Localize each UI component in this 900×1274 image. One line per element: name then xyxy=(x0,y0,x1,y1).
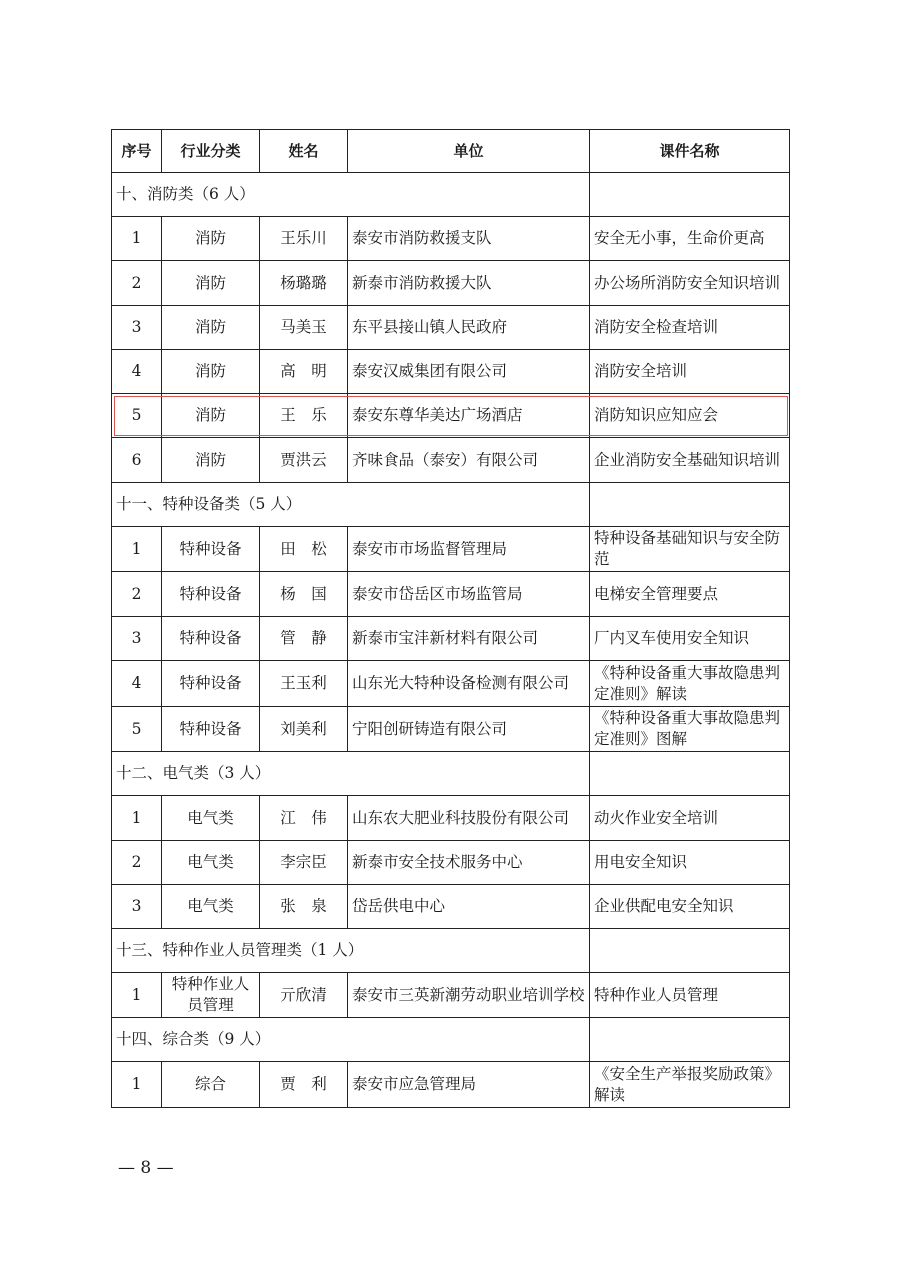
header-course: 课件名称 xyxy=(590,130,790,173)
cell-category: 消防 xyxy=(162,261,260,306)
table-row xyxy=(112,661,790,707)
table-row xyxy=(112,617,790,661)
cell-no: 2 xyxy=(112,572,162,617)
section-row xyxy=(112,1018,790,1062)
cell-category: 特种设备 xyxy=(162,661,260,707)
cell-name: 江 伟 xyxy=(260,796,348,841)
cell-no: 5 xyxy=(112,707,162,752)
header-name: 姓名 xyxy=(260,130,348,173)
table-row xyxy=(112,973,790,1018)
cell-name: 亓欣清 xyxy=(260,973,348,1018)
cell-name: 田 松 xyxy=(260,527,348,572)
cell-no: 4 xyxy=(112,350,162,394)
cell-unit: 泰安市消防救援支队 xyxy=(348,217,590,261)
cell-category: 特种设备 xyxy=(162,707,260,752)
cell-category: 消防 xyxy=(162,438,260,483)
cell-name: 杨 国 xyxy=(260,572,348,617)
header-category: 行业分类 xyxy=(162,130,260,173)
cell-name: 杨璐璐 xyxy=(260,261,348,306)
cell-unit: 齐味食品（泰安）有限公司 xyxy=(348,438,590,483)
cell-unit: 山东光大特种设备检测有限公司 xyxy=(348,661,590,707)
table-row xyxy=(112,707,790,752)
cell-name: 李宗臣 xyxy=(260,841,348,885)
cell-no: 2 xyxy=(112,841,162,885)
cell-course: 用电安全知识 xyxy=(590,841,790,885)
cell-no: 2 xyxy=(112,261,162,306)
table-row-highlighted xyxy=(112,394,790,438)
cell-no: 1 xyxy=(112,527,162,572)
cell-course: 厂内叉车使用安全知识 xyxy=(590,617,790,661)
page-number: — 8 — xyxy=(118,1158,174,1178)
table-row xyxy=(112,306,790,350)
cell-name: 王 乐 xyxy=(260,394,348,438)
table-row xyxy=(112,217,790,261)
cell-course: 办公场所消防安全知识培训 xyxy=(590,261,790,306)
cell-no: 1 xyxy=(112,796,162,841)
cell-course: 特种作业人员管理 xyxy=(590,973,790,1018)
table-row xyxy=(112,438,790,483)
personnel-table xyxy=(111,129,790,1108)
section-title: 十四、综合类（9 人） xyxy=(112,1018,590,1062)
cell-course: 特种设备基础知识与安全防范 xyxy=(590,527,790,572)
table-row xyxy=(112,527,790,572)
section-empty-cell xyxy=(590,483,790,527)
cell-unit: 泰安市市场监督管理局 xyxy=(348,527,590,572)
cell-category: 消防 xyxy=(162,217,260,261)
cell-no: 1 xyxy=(112,1062,162,1108)
section-empty-cell xyxy=(590,173,790,217)
cell-course: 企业消防安全基础知识培训 xyxy=(590,438,790,483)
cell-name: 张 泉 xyxy=(260,885,348,929)
cell-name: 马美玉 xyxy=(260,306,348,350)
cell-name: 贾 利 xyxy=(260,1062,348,1108)
section-empty-cell xyxy=(590,1018,790,1062)
cell-course: 消防知识应知应会 xyxy=(590,394,790,438)
cell-unit: 泰安汉威集团有限公司 xyxy=(348,350,590,394)
table-row xyxy=(112,885,790,929)
cell-unit: 宁阳创研铸造有限公司 xyxy=(348,707,590,752)
cell-no: 1 xyxy=(112,973,162,1018)
section-empty-cell xyxy=(590,752,790,796)
cell-category: 消防 xyxy=(162,394,260,438)
section-title: 十、消防类（6 人） xyxy=(112,173,590,217)
cell-name: 贾洪云 xyxy=(260,438,348,483)
cell-unit: 新泰市消防救援大队 xyxy=(348,261,590,306)
cell-course: 消防安全培训 xyxy=(590,350,790,394)
cell-no: 6 xyxy=(112,438,162,483)
cell-name: 管 静 xyxy=(260,617,348,661)
cell-unit: 泰安东尊华美达广场酒店 xyxy=(348,394,590,438)
cell-no: 3 xyxy=(112,306,162,350)
table-row xyxy=(112,841,790,885)
cell-unit: 泰安市应急管理局 xyxy=(348,1062,590,1108)
cell-course: 《特种设备重大事故隐患判定准则》解读 xyxy=(590,661,790,707)
cell-no: 3 xyxy=(112,885,162,929)
cell-category: 特种设备 xyxy=(162,527,260,572)
cell-category: 特种设备 xyxy=(162,572,260,617)
cell-name: 王玉利 xyxy=(260,661,348,707)
cell-course: 《安全生产举报奖励政策》解读 xyxy=(590,1062,790,1108)
section-title: 十一、特种设备类（5 人） xyxy=(112,483,590,527)
cell-category: 电气类 xyxy=(162,841,260,885)
cell-category: 电气类 xyxy=(162,885,260,929)
cell-unit: 泰安市三英新潮劳动职业培训学校 xyxy=(348,973,590,1018)
table-header-row xyxy=(112,130,790,173)
table-row xyxy=(112,261,790,306)
cell-category: 综合 xyxy=(162,1062,260,1108)
cell-no: 5 xyxy=(112,394,162,438)
cell-category: 特种作业人员管理 xyxy=(162,973,260,1018)
cell-course: 安全无小事，生命价更高 xyxy=(590,217,790,261)
cell-no: 3 xyxy=(112,617,162,661)
cell-unit: 新泰市安全技术服务中心 xyxy=(348,841,590,885)
cell-category: 特种设备 xyxy=(162,617,260,661)
cell-unit: 山东农大肥业科技股份有限公司 xyxy=(348,796,590,841)
cell-unit: 岱岳供电中心 xyxy=(348,885,590,929)
cell-category: 消防 xyxy=(162,350,260,394)
section-row xyxy=(112,173,790,217)
cell-unit: 新泰市宝沣新材料有限公司 xyxy=(348,617,590,661)
cell-course: 企业供配电安全知识 xyxy=(590,885,790,929)
cell-unit: 泰安市岱岳区市场监管局 xyxy=(348,572,590,617)
section-row xyxy=(112,752,790,796)
cell-category: 消防 xyxy=(162,306,260,350)
cell-category: 电气类 xyxy=(162,796,260,841)
table-row xyxy=(112,350,790,394)
cell-name: 王乐川 xyxy=(260,217,348,261)
cell-course: 电梯安全管理要点 xyxy=(590,572,790,617)
table-row xyxy=(112,796,790,841)
table-row xyxy=(112,1062,790,1108)
section-empty-cell xyxy=(590,929,790,973)
cell-course: 消防安全检查培训 xyxy=(590,306,790,350)
cell-name: 高 明 xyxy=(260,350,348,394)
cell-no: 4 xyxy=(112,661,162,707)
cell-course: 《特种设备重大事故隐患判定准则》图解 xyxy=(590,707,790,752)
cell-name: 刘美利 xyxy=(260,707,348,752)
cell-unit: 东平县接山镇人民政府 xyxy=(348,306,590,350)
table-row xyxy=(112,572,790,617)
cell-no: 1 xyxy=(112,217,162,261)
header-no: 序号 xyxy=(112,130,162,173)
cell-course: 动火作业安全培训 xyxy=(590,796,790,841)
section-row xyxy=(112,483,790,527)
section-row xyxy=(112,929,790,973)
table-body xyxy=(112,173,790,1108)
header-unit: 单位 xyxy=(348,130,590,173)
section-title: 十二、电气类（3 人） xyxy=(112,752,590,796)
section-title: 十三、特种作业人员管理类（1 人） xyxy=(112,929,590,973)
